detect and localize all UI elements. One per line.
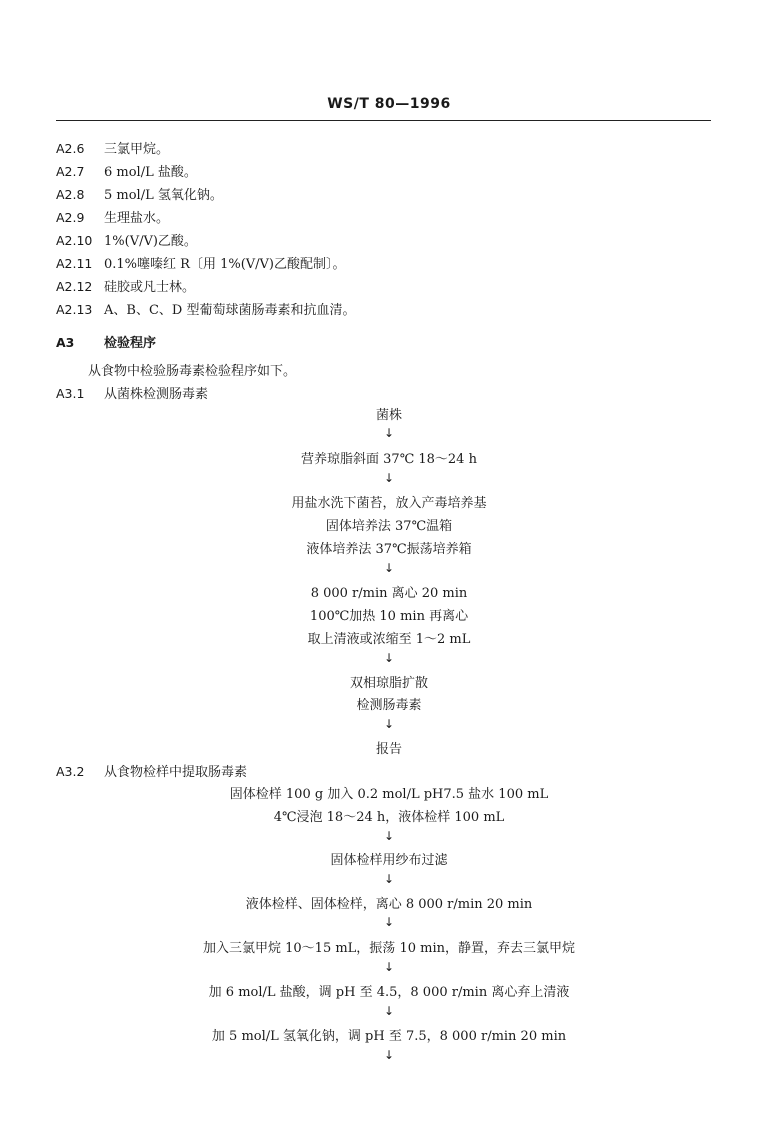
flow1-step-agar-slant: 营养琼脂斜面 37℃ 18～24 h bbox=[301, 452, 477, 467]
reagent-text: 三氯甲烷。 bbox=[104, 142, 170, 157]
down-arrow-icon: ↓ bbox=[383, 915, 395, 929]
flow2-step-filter: 固体检样用纱布过滤 bbox=[330, 853, 448, 868]
section-number: A3 bbox=[56, 335, 75, 350]
intro-paragraph: 从食物中检验肠毒素检验程序如下。 bbox=[88, 364, 297, 379]
reagent-text: 6 mol/L 盐酸。 bbox=[104, 165, 197, 180]
flow2-step-hcl: 加 6 mol/L 盐酸，调 pH 至 4.5，8 000 r/min 离心弃上清液 bbox=[208, 985, 570, 1000]
reagent-item bbox=[56, 253, 346, 272]
reagent-number: A2.12 bbox=[56, 279, 93, 294]
subsection-number: A3.1 bbox=[56, 386, 85, 401]
down-arrow-icon: ↓ bbox=[383, 426, 395, 440]
down-arrow-icon: ↓ bbox=[383, 960, 395, 974]
reagent-number: A2.7 bbox=[56, 164, 85, 179]
reagent-item bbox=[56, 207, 169, 226]
reagent-item bbox=[56, 138, 169, 157]
reagent-text: 1%(V/V)乙酸。 bbox=[104, 234, 197, 249]
down-arrow-icon: ↓ bbox=[383, 561, 395, 575]
subsection-title: 从食物检样中提取肠毒素 bbox=[104, 765, 248, 780]
flow1-step-supernatant: 取上清液或浓缩至 1～2 mL bbox=[307, 632, 471, 647]
subsection-heading-a3-1 bbox=[56, 383, 208, 402]
reagent-text: 生理盐水。 bbox=[104, 211, 170, 226]
subsection-title: 从菌株检测肠毒素 bbox=[104, 387, 209, 402]
flow1-step-diffusion: 双相琼脂扩散 bbox=[349, 676, 428, 691]
flow1-step-heat: 100℃加热 10 min 再离心 bbox=[309, 609, 469, 624]
flow2-step-chloroform: 加入三氯甲烷 10～15 mL，振荡 10 min，静置，弃去三氯甲烷 bbox=[203, 941, 575, 956]
down-arrow-icon: ↓ bbox=[383, 872, 395, 886]
section-title: 检验程序 bbox=[104, 336, 157, 351]
flow1-step-centrifuge: 8 000 r/min 离心 20 min bbox=[310, 586, 468, 601]
reagent-item bbox=[56, 230, 197, 249]
down-arrow-icon: ↓ bbox=[383, 471, 395, 485]
standard-number-header: WS/T 80—1996 bbox=[327, 96, 451, 112]
flow1-step-report: 报告 bbox=[375, 742, 402, 757]
flow1-step-wash: 用盐水洗下菌苔，放入产毒培养基 bbox=[291, 496, 487, 511]
reagent-item bbox=[56, 276, 195, 295]
reagent-item bbox=[56, 184, 223, 203]
flow1-step-solid-culture: 固体培养法 37℃温箱 bbox=[325, 519, 453, 534]
reagent-text: 0.1%噻嗪红 R〔用 1%(V/V)乙酸配制〕。 bbox=[104, 257, 346, 272]
down-arrow-icon: ↓ bbox=[383, 717, 395, 731]
flow1-step-liquid-culture: 液体培养法 37℃振荡培养箱 bbox=[306, 542, 472, 557]
reagent-item bbox=[56, 299, 355, 318]
subsection-number: A3.2 bbox=[56, 764, 85, 779]
reagent-number: A2.13 bbox=[56, 302, 93, 317]
section-heading-a3 bbox=[56, 332, 156, 351]
reagent-number: A2.8 bbox=[56, 187, 85, 202]
reagent-item bbox=[56, 161, 197, 180]
down-arrow-icon: ↓ bbox=[383, 651, 395, 665]
reagent-number: A2.10 bbox=[56, 233, 93, 248]
reagent-number: A2.9 bbox=[56, 210, 85, 225]
down-arrow-icon: ↓ bbox=[383, 1048, 395, 1062]
reagent-text: A、B、C、D 型葡萄球菌肠毒素和抗血清。 bbox=[104, 303, 356, 318]
down-arrow-icon: ↓ bbox=[383, 1004, 395, 1018]
down-arrow-icon: ↓ bbox=[383, 829, 395, 843]
reagent-number: A2.6 bbox=[56, 141, 85, 156]
flow1-step-strain: 菌株 bbox=[375, 408, 402, 423]
reagent-text: 硅胶或凡士林。 bbox=[104, 280, 196, 295]
reagent-text: 5 mol/L 氢氧化钠。 bbox=[104, 188, 223, 203]
flow2-step-soak-time: 4℃浸泡 18～24 h，液体检样 100 mL bbox=[273, 810, 505, 825]
flow2-step-naoh: 加 5 mol/L 氢氧化钠，调 pH 至 7.5，8 000 r/min 20 min bbox=[211, 1029, 567, 1044]
flow2-step-centrifuge: 液体检样、固体检样，离心 8 000 r/min 20 min bbox=[245, 897, 533, 912]
header-rule bbox=[56, 120, 711, 121]
reagent-number: A2.11 bbox=[56, 256, 93, 271]
flow2-step-soak-solid: 固体检样 100 g 加入 0.2 mol/L pH7.5 盐水 100 mL bbox=[229, 787, 549, 802]
subsection-heading-a3-2 bbox=[56, 761, 247, 780]
flow1-step-detect: 检测肠毒素 bbox=[356, 698, 422, 713]
